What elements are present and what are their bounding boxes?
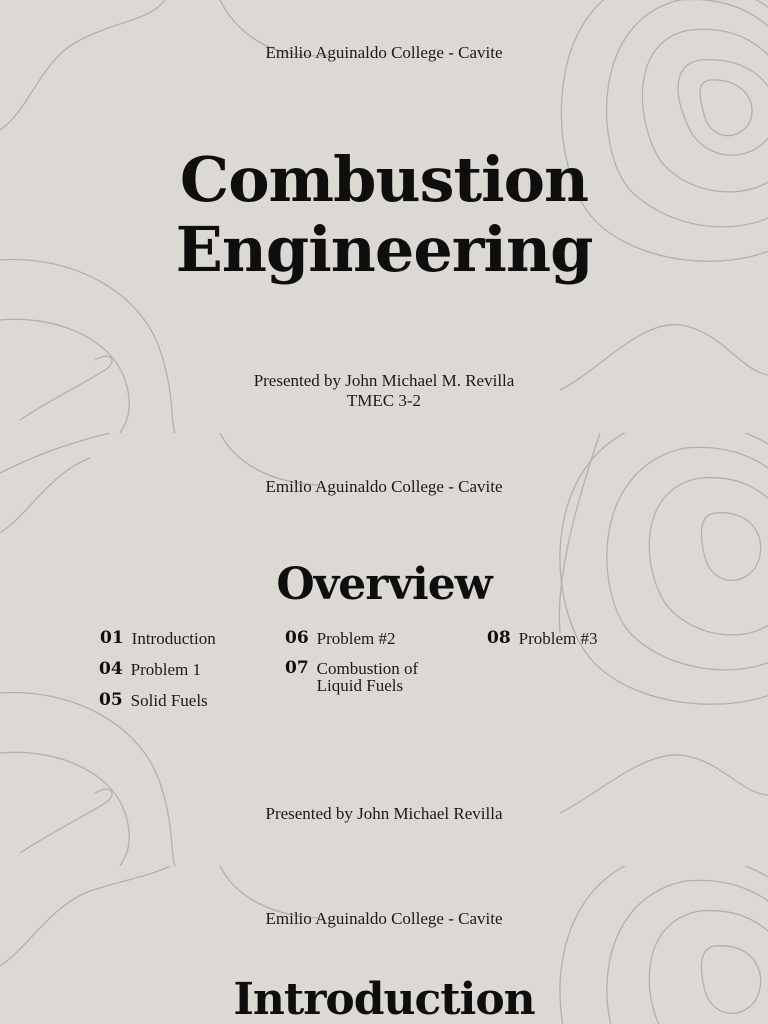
item-number: 06 — [285, 628, 309, 648]
contour-background — [0, 433, 768, 866]
overview-item-problem-1[interactable] — [99, 660, 201, 679]
item-label: Problem #2 — [316, 629, 396, 648]
item-number: 08 — [487, 628, 511, 648]
slide-title — [0, 0, 768, 433]
college-name: Emilio Aguinaldo College - Cavite — [265, 477, 503, 496]
item-label: Solid Fuels — [130, 691, 208, 710]
overview-item-combustion-liquid-fuels[interactable] — [285, 659, 452, 694]
section-code: TMEC 3-2 — [346, 391, 422, 410]
slide-introduction — [0, 866, 768, 1024]
overview-item-problem-2[interactable] — [285, 629, 396, 648]
item-number: 04 — [99, 659, 123, 679]
presenter-name: Presented by John Michael M. Revilla — [253, 371, 515, 390]
slide-overview — [0, 433, 768, 866]
overview-item-solid-fuels[interactable] — [99, 691, 208, 710]
item-number: 01 — [100, 628, 124, 648]
college-name: Emilio Aguinaldo College - Cavite — [265, 909, 503, 928]
title-line-1: Combustion — [179, 143, 589, 216]
item-label: Problem #3 — [518, 629, 598, 648]
overview-item-introduction[interactable] — [100, 629, 216, 648]
presenter-name: Presented by John Michael Revilla — [265, 804, 503, 823]
item-number: 05 — [99, 690, 123, 710]
overview-item-problem-3[interactable] — [487, 629, 598, 648]
college-name: Emilio Aguinaldo College - Cavite — [265, 43, 503, 62]
item-number: 07 — [285, 658, 309, 678]
introduction-title: Introduction — [233, 974, 535, 1024]
item-label: Combustion of Liquid Fuels — [316, 659, 419, 695]
overview-title: Overview — [276, 559, 492, 610]
item-label: Problem 1 — [130, 660, 202, 679]
item-label: Introduction — [131, 629, 216, 648]
title-line-2: Engineering — [175, 213, 593, 286]
